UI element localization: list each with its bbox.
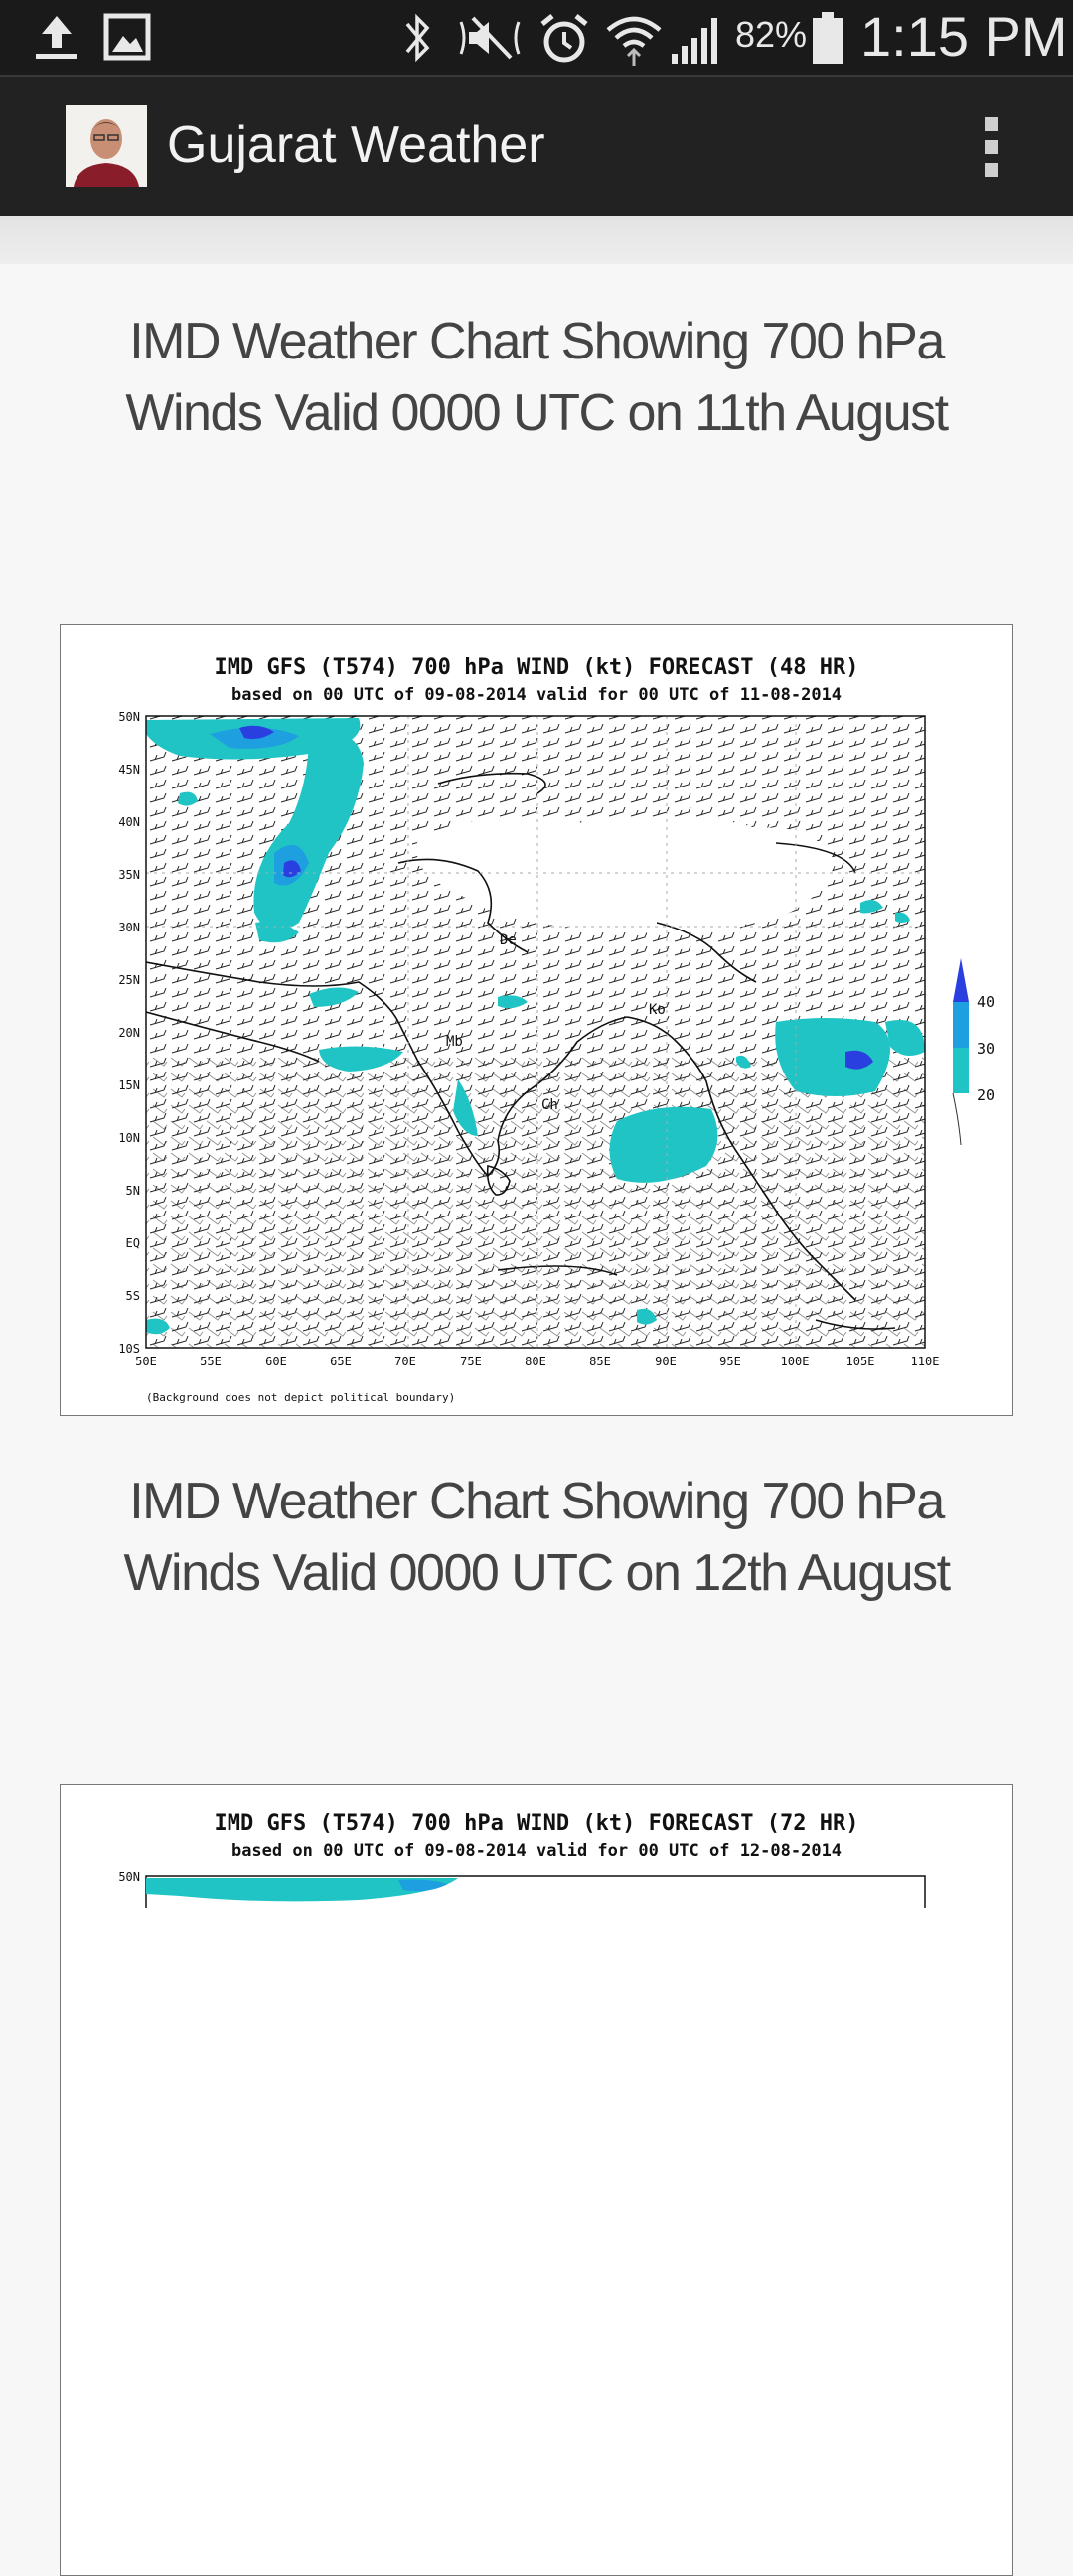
svg-text:5S: 5S <box>125 1289 140 1303</box>
svg-text:10S: 10S <box>118 1342 140 1356</box>
svg-text:105E: 105E <box>845 1355 875 1368</box>
chart-subtitle: based on 00 UTC of 09-08-2014 valid for 00 UTC of 12-08-2014 <box>230 1841 843 1861</box>
svg-text:60E: 60E <box>265 1355 287 1368</box>
y-axis-label: 50N <box>118 1870 140 1884</box>
status-bar <box>0 0 1073 77</box>
signal-icon <box>668 8 723 68</box>
chart-title: IMD GFS (T574) 700 hPa WIND (kt) FORECAST (48 HR) <box>214 655 859 680</box>
weather-chart-image[interactable] <box>60 624 1013 1416</box>
chart-title: IMD GFS (T574) 700 hPa WIND (kt) FORECAST (72 HR) <box>214 1811 859 1836</box>
svg-text:10N: 10N <box>118 1131 140 1145</box>
post-title-line: IMD Weather Chart Showing 700 hPa <box>129 313 944 370</box>
svg-text:50N: 50N <box>118 710 140 724</box>
app-title: Gujarat Weather <box>167 116 545 174</box>
svg-text:40: 40 <box>977 993 996 1011</box>
post-title-line: IMD Weather Chart Showing 700 hPa <box>129 1473 944 1530</box>
svg-text:80E: 80E <box>525 1355 546 1368</box>
battery-percentage: 82% <box>735 14 808 55</box>
svg-text:70E: 70E <box>394 1355 416 1368</box>
upload-icon <box>30 8 83 64</box>
clock: 1:15 PM <box>860 5 1068 68</box>
svg-text:95E: 95E <box>719 1355 741 1368</box>
svg-text:5N: 5N <box>125 1184 140 1198</box>
wind-speed-legend <box>953 958 995 1145</box>
x-axis-labels <box>135 1355 939 1368</box>
place-label: Ko <box>649 1002 666 1018</box>
svg-text:85E: 85E <box>589 1355 611 1368</box>
svg-text:90E: 90E <box>655 1355 677 1368</box>
alarm-icon <box>536 8 592 68</box>
post-title-line: Winds Valid 0000 UTC on 12th August <box>123 1544 950 1602</box>
weather-chart-image[interactable] <box>60 1784 1013 2576</box>
svg-text:55E: 55E <box>200 1355 222 1368</box>
svg-text:15N: 15N <box>118 1078 140 1092</box>
svg-text:40N: 40N <box>118 815 140 829</box>
svg-text:50E: 50E <box>135 1355 157 1368</box>
place-label: De <box>500 932 517 948</box>
svg-text:25N: 25N <box>118 973 140 987</box>
overflow-menu-icon[interactable] <box>974 113 1009 181</box>
app-bar <box>0 77 1073 216</box>
svg-text:45N: 45N <box>118 763 140 777</box>
place-label: Ch <box>541 1097 558 1113</box>
app-avatar[interactable] <box>66 105 147 187</box>
chart-subtitle: based on 00 UTC of 09-08-2014 valid for 00 UTC of 11-08-2014 <box>230 685 843 705</box>
svg-text:35N: 35N <box>118 868 140 882</box>
svg-text:30N: 30N <box>118 921 140 934</box>
svg-text:20: 20 <box>977 1086 996 1104</box>
svg-text:EQ: EQ <box>125 1236 140 1250</box>
bluetooth-icon <box>401 8 435 68</box>
svg-text:75E: 75E <box>460 1355 482 1368</box>
post-title <box>60 1466 1013 1609</box>
mute-icon <box>455 8 527 68</box>
post-title <box>60 306 1013 449</box>
post-title-line: Winds Valid 0000 UTC on 11th August <box>125 384 948 442</box>
svg-text:20N: 20N <box>118 1026 140 1040</box>
gallery-icon <box>103 8 151 64</box>
svg-text:30: 30 <box>977 1040 996 1058</box>
svg-text:110E: 110E <box>910 1355 940 1368</box>
app-bar-shadow <box>0 216 1073 264</box>
place-label: Mb <box>446 1034 463 1050</box>
svg-text:65E: 65E <box>330 1355 352 1368</box>
wifi-icon <box>604 8 664 68</box>
chart-note: (Background does not depict political boundary) <box>146 1391 456 1404</box>
y-axis-labels <box>118 710 140 1356</box>
battery-icon <box>809 8 846 68</box>
svg-text:100E: 100E <box>780 1355 810 1368</box>
